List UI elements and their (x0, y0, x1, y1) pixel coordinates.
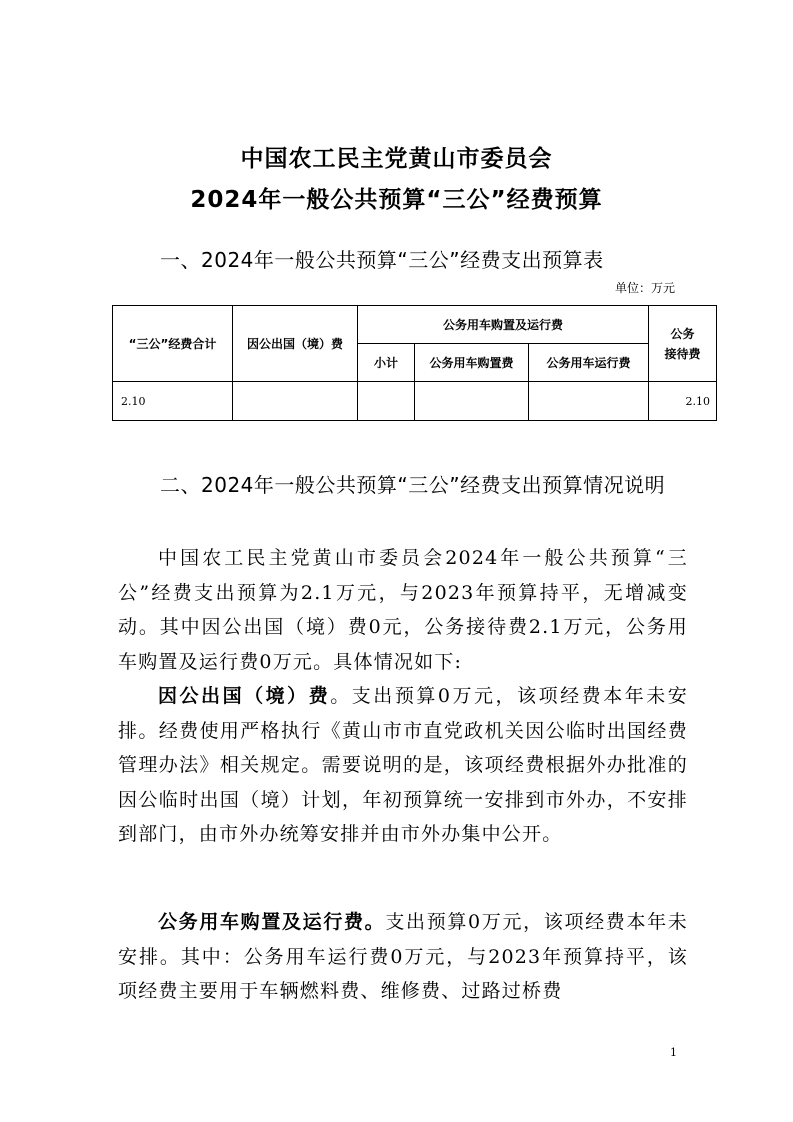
document-title-line2: 2024年一般公共预算“三公”经费预算 (190, 187, 603, 213)
paragraph-vehicle-text: 支出预算0万元，该项经费本年未安排。其中：公务用车运行费0万元，与2023年预算持平，该项经费主要用于车辆燃料费、维修费、过路过桥费 (118, 911, 689, 1002)
paragraph-vehicle-lead: 公务用车购置及运行费。 (158, 911, 386, 933)
paragraph-vehicle (118, 905, 688, 1009)
value-overseas (233, 382, 358, 421)
paragraph-overseas-text: 。支出预算0万元，该项经费本年未安排。经费使用严格执行《黄山市市直党政机关因公临时出国经费管理办法》相关规定。需要说明的是，该项经费根据外办批准的因公临时出国（境）计划，年初预算统一安排到市外办，不安排到部门，由市外办统筹安排并由市外办集中公开。 (118, 685, 688, 845)
paragraph-overseas-lead: 因公出国（境）费 (158, 685, 331, 707)
unit-label: 单位：万元 (614, 281, 675, 295)
value-vehicle-operation (529, 382, 649, 421)
table-row (113, 382, 717, 421)
paragraph-overseas (118, 679, 688, 852)
header-subtotal: 小计 (358, 344, 415, 382)
document-title-line1: 中国农工民主党黄山市委员会 (240, 146, 553, 172)
value-subtotal (358, 382, 415, 421)
header-overseas: 因公出国（境）费 (233, 306, 358, 382)
budget-table (112, 305, 717, 421)
header-vehicle-operation: 公务用车运行费 (529, 344, 649, 382)
section2-heading: 二、2024年一般公共预算“三公”经费支出预算情况说明 (160, 473, 666, 497)
header-reception: 公务 接待费 (649, 306, 717, 382)
paragraph-summary: 中国农工民主党黄山市委员会2024年一般公共预算“三公”经费支出预算为2.1万元，与2023年预算持平，无增减变动。其中因公出国（境）费0元，公务接待费2.1万元，公务用车购置及运行费0万元。具体情况如下: (118, 547, 688, 673)
value-vehicle-purchase (415, 382, 529, 421)
page-number: 1 (670, 1046, 677, 1059)
header-vehicle-purchase: 公务用车购置费 (415, 344, 529, 382)
value-total: 2.10 (113, 382, 233, 421)
header-total: “三公”经费合计 (113, 306, 233, 382)
value-reception: 2.10 (649, 382, 717, 421)
header-vehicle-group: 公务用车购置及运行费 (358, 306, 649, 344)
section1-heading: 一、2024年一般公共预算“三公”经费支出预算表 (160, 248, 604, 272)
